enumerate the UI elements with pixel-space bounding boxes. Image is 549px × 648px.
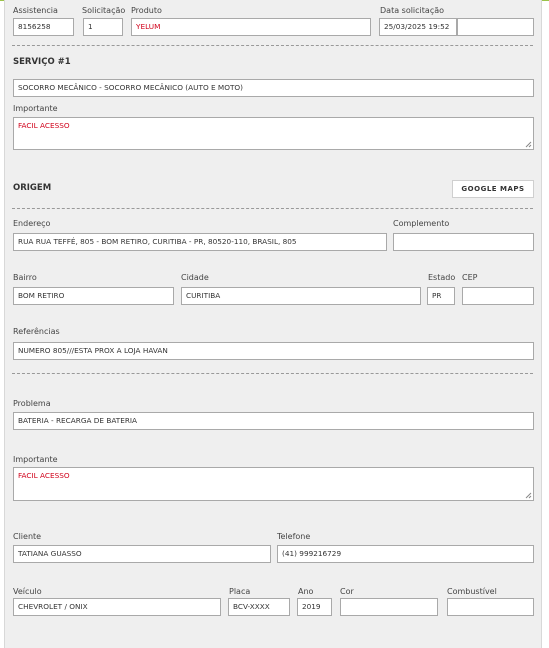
solicitacao-field[interactable]: 1 <box>83 18 123 36</box>
problema-importante-textarea[interactable] <box>13 467 534 501</box>
data-solicitacao-label: Data solicitação <box>380 6 445 15</box>
telefone-field[interactable]: (41) 999216729 <box>277 545 534 563</box>
endereco-label: Endereço <box>13 219 51 228</box>
assistencia-label: Assistencia <box>13 6 58 15</box>
placa-label: Placa <box>229 587 251 596</box>
cor-label: Cor <box>340 587 354 596</box>
produto-field[interactable]: YELUM <box>131 18 371 36</box>
veiculo-field[interactable]: CHEVROLET / ONIX <box>13 598 221 616</box>
veiculo-label: Veículo <box>13 587 42 596</box>
data-solicitacao-extra-field[interactable] <box>457 18 534 36</box>
produto-label: Produto <box>131 6 162 15</box>
ano-label: Ano <box>298 587 314 596</box>
problema-importante-text: FACIL ACESSO <box>18 471 70 480</box>
ano-field[interactable]: 2019 <box>297 598 332 616</box>
problema-importante-label: Importante <box>13 455 58 464</box>
cidade-label: Cidade <box>181 273 209 282</box>
cor-field[interactable] <box>340 598 438 616</box>
complemento-label: Complemento <box>393 219 450 228</box>
bairro-label: Bairro <box>13 273 37 282</box>
section-divider <box>12 373 533 374</box>
cep-label: CEP <box>462 273 478 282</box>
servico-importante-textarea[interactable] <box>13 117 534 150</box>
estado-label: Estado <box>428 273 456 282</box>
section-divider <box>12 45 533 46</box>
referencias-field[interactable]: NUMERO 805///ESTA PROX A LOJA HAVAN <box>13 342 534 360</box>
referencias-label: Referências <box>13 327 60 336</box>
cliente-field[interactable]: TATIANA GUASSO <box>13 545 271 563</box>
estado-field[interactable]: PR <box>427 287 455 305</box>
placa-field[interactable]: BCV-XXXX <box>228 598 290 616</box>
telefone-label: Telefone <box>277 532 311 541</box>
assistencia-field[interactable]: 8156258 <box>13 18 74 36</box>
servico-importante-label: Importante <box>13 104 58 113</box>
cliente-label: Cliente <box>13 532 42 541</box>
resize-grip-icon[interactable] <box>525 141 532 148</box>
resize-grip-icon[interactable] <box>525 492 532 499</box>
bairro-field[interactable]: BOM RETIRO <box>13 287 174 305</box>
combustivel-field[interactable] <box>447 598 534 616</box>
origem-title: ORIGEM <box>13 183 52 193</box>
servico-importante-text: FACIL ACESSO <box>18 121 70 130</box>
servico-title: SERVIÇO #1 <box>13 57 71 67</box>
combustivel-label: Combustível <box>447 587 497 596</box>
google-maps-button[interactable]: GOOGLE MAPS <box>452 180 534 198</box>
cep-field[interactable] <box>462 287 534 305</box>
problema-label: Problema <box>13 399 51 408</box>
problema-field[interactable]: BATERIA - RECARGA DE BATERIA <box>13 412 534 430</box>
servico-tipo-field[interactable]: SOCORRO MECÂNICO - SOCORRO MECÂNICO (AUTO E MOTO) <box>13 79 534 97</box>
solicitacao-label: Solicitação <box>82 6 126 15</box>
section-divider <box>12 208 533 209</box>
cidade-field[interactable]: CURITIBA <box>181 287 421 305</box>
endereco-field[interactable]: RUA RUA TEFFÉ, 805 - BOM RETIRO, CURITIBA - PR, 80520-110, BRASIL, 805 <box>13 233 387 251</box>
data-solicitacao-field[interactable]: 25/03/2025 19:52 <box>379 18 457 36</box>
complemento-field[interactable] <box>393 233 534 251</box>
